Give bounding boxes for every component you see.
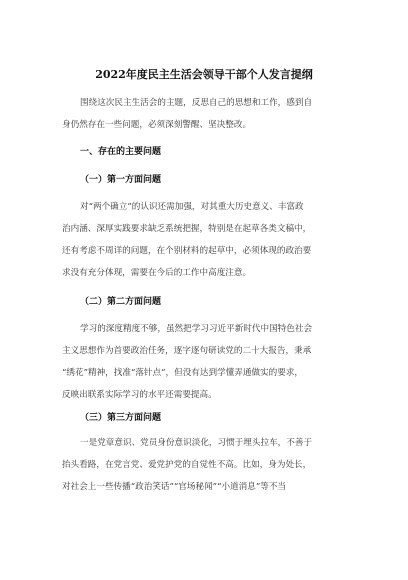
subsection-3-paragraph [62, 432, 352, 498]
document-title: 2022年度民主生活会领导干部个人发言提纲 [95, 68, 313, 81]
paragraph-line: 反映出联系实际学习的水平还需要提高。 [62, 390, 217, 400]
intro-line: 身仍然存在一些问题，必须深刻警醒、坚决整改。 [62, 120, 252, 130]
subsection-heading-3: （三）第三方面问题 [80, 413, 162, 423]
paragraph-line: 抬头看路，在党言党、爱党护党的自觉性不高。比如，身为处长， [62, 460, 312, 470]
paragraph-line: 对社会上一些传播“政治笑话”“官场秘闻”“小道消息”等不当 [62, 482, 287, 492]
paragraph-line: 学习的深度精度不够，虽然把学习习近平新时代中国特色社会 [80, 324, 313, 334]
paragraph-line: 还有考虑不周详的问题，在个别材料的起草中，必须体现的政治要 [62, 246, 312, 256]
paragraph-line: 对“两个确立”的认识还需加强，对其重大历史意义、丰富政 [80, 202, 304, 212]
paragraph-line: 主义思想作为首要政治任务，逐字逐句研读党的二十大报告，秉承 [62, 346, 312, 356]
paragraph-line: “绣花”精神，找准“落针点”，但没有达到学懂弄通做实的要求， [62, 368, 304, 378]
section-heading-problems: 一、存在的主要问题 [80, 147, 162, 157]
subsection-2-paragraph [62, 318, 352, 406]
subsection-1-paragraph [62, 196, 352, 284]
paragraph-line: 治内涵、深厚实践要求缺乏系统把握，特别是在起草各类文稿中， [62, 224, 312, 234]
paragraph-line: 求没有充分体现，需要在今后的工作中高度注意。 [62, 268, 252, 278]
intro-paragraph [62, 92, 352, 136]
subsection-heading-2: （二）第二方面问题 [80, 297, 162, 307]
subsection-heading-1: （一）第一方面问题 [80, 175, 162, 185]
intro-line: 围绕这次民主生活会的主题，反思自己的思想和工作，感到自 [80, 98, 313, 108]
paragraph-line: 一是党章意识、党员身份意识淡化，习惯于埋头拉车，不善于 [80, 438, 313, 448]
